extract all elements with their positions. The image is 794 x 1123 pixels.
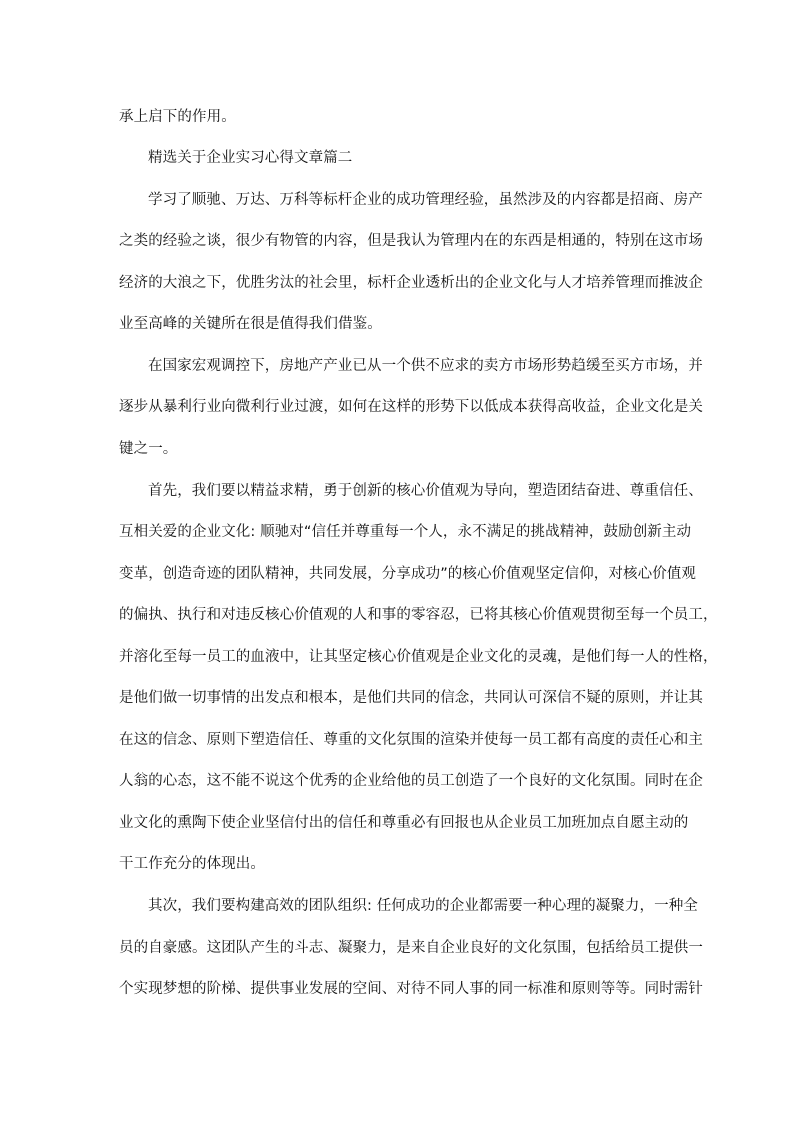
- text-line: 之类的经验之谈，很少有物管的内容，但是我认为管理内在的东西是相通的，特别在这市场: [119, 233, 703, 249]
- text-line: 员的自豪感。这团队产生的斗志、凝聚力，是来自企业良好的文化氛围，包括给员工提供一: [119, 940, 703, 956]
- text-line: 键之一。: [119, 441, 178, 457]
- text-line: 人翁的心态，这不能不说这个优秀的企业给他的员工创造了一个良好的文化氛围。同时在企: [119, 773, 703, 789]
- text-line: 的偏执、执行和对违反核心价值观的人和事的零容忍，已将其核心价值观贯彻至每一个员工，: [119, 607, 718, 623]
- text-line: 逐步从暴利行业向微利行业过渡，如何在这样的形势下以低成本获得高收益，企业文化是关: [119, 399, 703, 415]
- text-line: 在这的信念、原则下塑造信任、尊重的文化氛围的渲染并使每一员工都有高度的责任心和主: [119, 732, 703, 748]
- text-line: 并溶化至每一员工的血液中，让其坚定核心价值观是企业文化的灵魂，是他们每一人的性格，: [119, 649, 718, 665]
- text-line: 干工作充分的体现出。: [119, 856, 265, 872]
- text-line: 互相关爱的企业文化: 顺驰对“信任并尊重每一个人，永不满足的挑战精神，鼓励创新主动: [119, 524, 692, 540]
- text-line: 业至高峰的关键所在很是值得我们借鉴。: [119, 316, 382, 332]
- text-line: 变革，创造奇迹的团队精神，共同发展，分享成功”的核心价值观坚定信仰，对核心价值观: [119, 566, 697, 582]
- text-line: 业文化的熏陶下使企业坚信付出的信任和尊重必有回报也从企业员工加班加点自愿主动的: [119, 815, 689, 831]
- text-line: 学习了顺驰、万达、万科等标杆企业的成功管理经验，虽然涉及的内容都是招商、房产: [148, 192, 703, 208]
- text-line: 个实现梦想的阶梯、提供事业发展的空间、对待不同人事的同一标准和原则等等。同时需针: [119, 981, 703, 997]
- section-heading: 精选关于企业实习心得文章篇二: [148, 150, 353, 166]
- text-line: 在国家宏观调控下，房地产产业已从一个供不应求的卖方市场形势趋缓至买方市场，并: [148, 358, 703, 374]
- text-line: 其次，我们要构建高效的团队组织: 任何成功的企业都需要一种心理的凝聚力，一种全: [148, 898, 698, 914]
- text-line: 是他们做一切事情的出发点和根本，是他们共同的信念，共同认可深信不疑的原则，并让其: [119, 690, 703, 706]
- text-line: 首先，我们要以精益求精，勇于创新的核心价值观为导向，塑造团结奋进、尊重信任、: [148, 483, 703, 499]
- text-line: 经济的大浪之下，优胜劣汰的社会里，标杆企业透析出的企业文化与人才培养管理而推波企: [119, 275, 703, 291]
- text-line: 承上启下的作用。: [119, 109, 236, 125]
